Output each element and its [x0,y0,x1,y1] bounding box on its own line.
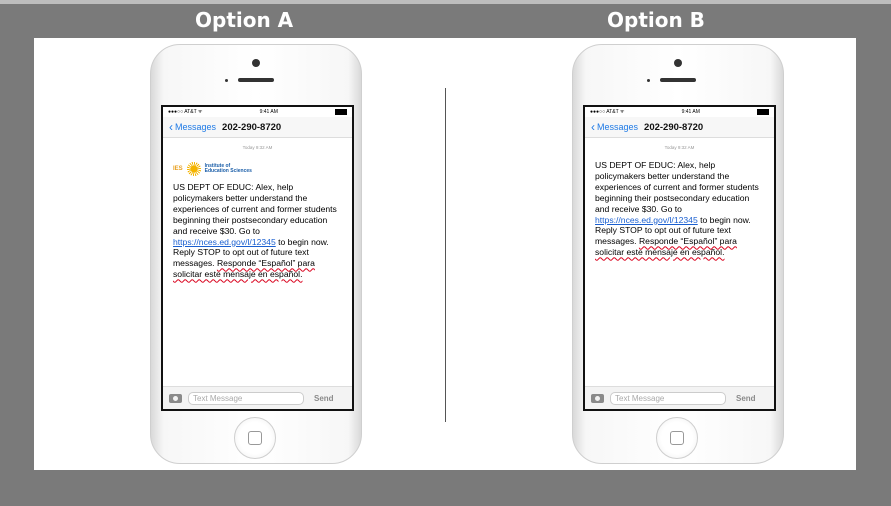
sensor-dot [647,79,650,82]
phone-mockup-option-b [572,44,784,464]
text-message-input[interactable]: Text Message [188,392,304,405]
sms-message-body: US DEPT OF EDUC: Alex, help policymakers better understand the experiences of current and former students beginning their postsecondary education and receive $30. Go to https://nces.ed.gov/l/12345 to begin now. Reply STOP to opt out of future text messages. Responde “Español” para solicitar este mensaje en español. [595,160,759,258]
message-input-bar [585,386,774,409]
carrier-signal: ●●●○○ AT&T ᯤ [168,109,203,115]
earpiece-speaker [660,78,696,82]
send-button[interactable]: Send [314,393,334,403]
text-message-input[interactable]: Text Message [610,392,726,405]
top-border [0,0,891,4]
messages-nav-bar [585,117,774,138]
ies-logo-text: Institute of Education Sciences [204,162,252,174]
chevron-left-icon: ‹ [169,120,173,134]
earpiece-speaker [238,78,274,82]
back-button[interactable] [591,121,638,133]
option-divider [445,88,446,422]
home-square-icon [670,431,684,445]
message-input-bar [163,386,352,409]
spanish-option-text: Responde “Español” para solicitar este mensaje en español. [595,236,737,258]
home-square-icon [248,431,262,445]
carrier-signal: ●●●○○ AT&T ᯤ [590,109,625,115]
front-camera-icon [674,59,682,67]
contact-number: 202-290-8720 [644,121,704,133]
battery-icon [335,109,347,115]
status-time: 9:41 AM [681,109,700,115]
phone-screen [583,105,776,411]
message-timestamp: Today 9:32 AM [242,145,273,150]
battery-icon [757,109,769,115]
status-bar [163,107,352,117]
contact-number: 202-290-8720 [222,121,282,133]
front-camera-icon [252,59,260,67]
phone-mockup-option-a [150,44,362,464]
option-a-title: Option A [195,8,294,32]
camera-icon[interactable] [169,394,182,403]
spanish-option-text: Responde “Español” para solicitar este mensaje en español. [173,258,315,280]
sensor-dot [225,79,228,82]
sms-message-body: US DEPT OF EDUC: Alex, help policymakers better understand the experiences of current and former students beginning their postsecondary education and receive $30. Go to https://nces.ed.gov/l/12345 to begin now. Reply STOP to opt out of future text messages. Responde “Español” para solicitar este mensaje en español. [173,182,337,280]
ies-logo-abbr: IES [173,166,183,172]
status-bar [585,107,774,117]
home-button[interactable] [234,417,276,459]
ies-logo [173,162,352,176]
camera-icon[interactable] [591,394,604,403]
send-button[interactable]: Send [736,393,756,403]
status-time: 9:41 AM [259,109,278,115]
messages-nav-bar [163,117,352,138]
survey-link[interactable]: https://nces.ed.gov/l/12345 [173,236,276,247]
chevron-left-icon: ‹ [591,120,595,134]
option-b-title: Option B [607,8,705,32]
survey-link[interactable]: https://nces.ed.gov/l/12345 [595,214,698,225]
back-button[interactable] [169,121,216,133]
back-label: Messages [175,122,217,132]
sun-icon [187,162,201,176]
message-timestamp: Today 9:32 AM [664,145,695,150]
back-label: Messages [597,122,639,132]
home-button[interactable] [656,417,698,459]
phone-screen [161,105,354,411]
